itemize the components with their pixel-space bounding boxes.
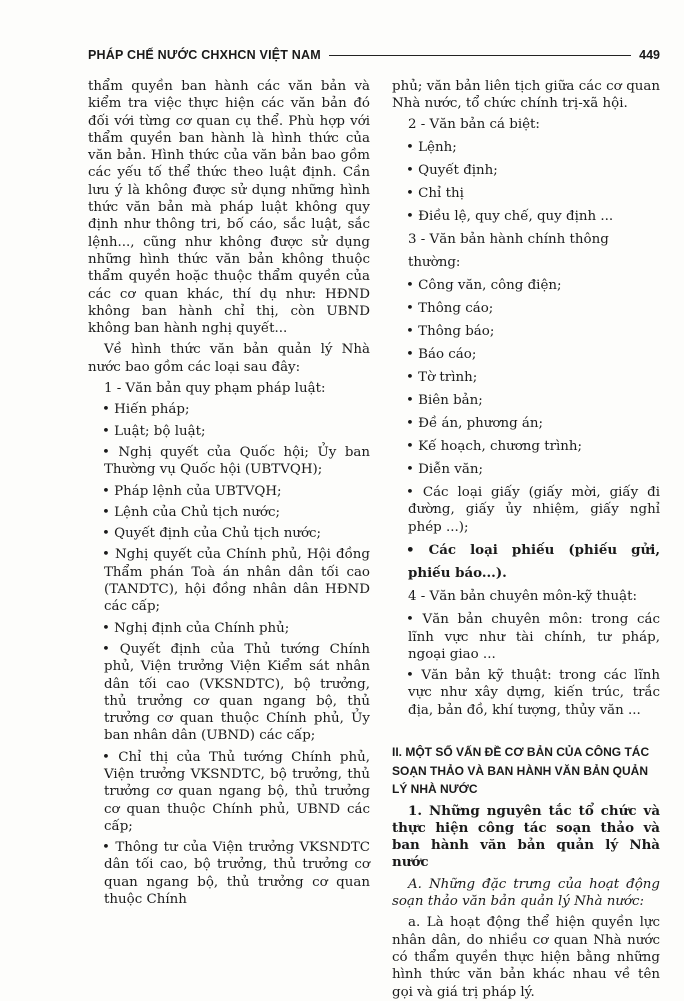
forms-intro: Về hình thức văn bản quản lý Nhà nước bao gồm các loại sau đây: [88, 342, 370, 375]
list-item: • Thông cáo; [392, 297, 660, 320]
list-item: • Điều lệ, quy chế, quy định ... [392, 205, 660, 228]
list-item: • Nghị định của Chính phủ; [88, 620, 370, 637]
list-item: • Chỉ thị [392, 182, 660, 205]
list-item: • Công văn, công điện; [392, 274, 660, 297]
list-item: • Tờ trình; [392, 366, 660, 389]
intro-paragraph: thẩm quyền ban hành các văn bản và kiểm tra việc thực hiện các văn bản đó đối với từng cơ quan cụ thể. Phù hợp với thẩm quyền ban hành là hình thức của văn bản. Hình thức của văn bản bao gồm các yếu tố thể thức theo luật định. Cần lưu ý là không được sử dụng những hình thức văn bản mà pháp luật không quy định như thông tri, bố cáo, sắc luật, sắc lệnh..., cũng như không được sử dụng những hình thức văn bản không thuộc thẩm quyền hoặc thuộc thẩm quyền của các cơ quan khác, thí dụ như: HĐND không ban hành chỉ thị, còn UBND không ban hành nghị quyết... [88, 79, 370, 337]
list-item: • Luật; bộ luật; [88, 423, 370, 440]
page-number: 449 [639, 48, 660, 62]
list-item: • Lệnh của Chủ tịch nước; [88, 504, 370, 521]
group2-title: 2 - Văn bản cá biệt: [408, 116, 540, 132]
list-item: • Lệnh; [392, 136, 660, 159]
list-item: • Thông báo; [392, 320, 660, 343]
running-header [88, 44, 660, 66]
list-item: • Pháp lệnh của UBTVQH; [88, 483, 370, 500]
group3-title: 3 - Văn bản hành chính thông thường: [408, 231, 609, 270]
list-item: • Chỉ thị của Thủ tướng Chính phủ, Viện trưởng VKSNDTC, bộ trưởng, thủ trưởng cơ quan ngang bộ, thủ trưởng cơ quan thuộc Chính phủ, UBND các cấp; [88, 749, 370, 835]
list-item: • Văn bản chuyên môn: trong các lĩnh vực như tài chính, tư pháp, ngoại giao ... [392, 611, 660, 664]
list-item: • Kế hoạch, chương trình; [392, 435, 660, 458]
list-item: • Quyết định của Chủ tịch nước; [88, 525, 370, 542]
list-item: • Báo cáo; [392, 343, 660, 366]
header-title: PHÁP CHẾ NƯỚC CHXHCN VIỆT NAM [88, 48, 321, 62]
list-item: • Biên bản; [392, 389, 660, 412]
right-column [392, 78, 660, 1001]
list-item: • Thông tư của Viện trưởng VKSNDTC dân tối cao, bộ trưởng, thủ trưởng cơ quan ngang bộ, thủ trưởng cơ quan thuộc Chính [88, 839, 370, 908]
group4-title: 4 - Văn bản chuyên môn-kỹ thuật: [408, 589, 637, 605]
list-item: • Văn bản kỹ thuật: trong các lĩnh vực như xây dựng, kiến trúc, trắc địa, bản đồ, khí tượng, thủy văn ... [392, 667, 660, 720]
section-heading: II. MỘT SỐ VẤN ĐỀ CƠ BẢN CỦA CÔNG TÁC SOẠN THẢO VÀ BAN HÀNH VĂN BẢN QUẢN LÝ NHÀ NƯỚC [392, 745, 650, 797]
list-item: • Quyết định của Thủ tướng Chính phủ, Viện trưởng Viện Kiểm sát nhân dân tối cao (VKSNDTC), bộ trưởng, thủ trưởng cơ quan ngang bộ, thủ trưởng cơ quan thuộc Chính phủ, Ủy ban nhân dân (UBND) các cấp; [88, 641, 370, 745]
point-a-text: a. Là hoạt động thể hiện quyền lực nhân dân, do nhiều cơ quan Nhà nước có thẩm quyền thực hiện bằng những hình thức văn bản khác nhau về tên gọi và giá trị pháp lý. [392, 915, 660, 1000]
point-a-title: A. Những đặc trưng của hoạt động soạn thảo văn bản quản lý Nhà nước: [392, 876, 660, 910]
header-rule [329, 55, 631, 56]
list-item: • Đề án, phương án; [392, 412, 660, 435]
list-item: • Nghị quyết của Quốc hội; Ủy ban Thường vụ Quốc hội (UBTVQH); [88, 444, 370, 479]
list-item: • Các loại giấy (giấy mời, giấy đi đường, giấy ủy nhiệm, giấy nghỉ phép ...); [392, 484, 660, 537]
left-column [88, 78, 370, 908]
list-item: • Diễn văn; [392, 458, 660, 481]
group1-title: 1 - Văn bản quy phạm pháp luật: [104, 381, 326, 397]
continuation-paragraph: phủ; văn bản liên tịch giữa các cơ quan Nhà nước, tổ chức chính trị-xã hội. [392, 79, 660, 112]
subsection-heading: 1. Những nguyên tắc tổ chức và thực hiện công tác soạn thảo và ban hành văn bản quản lý Nhà nước [392, 802, 660, 871]
list-item: • Hiến pháp; [88, 401, 370, 418]
list-item: • Nghị quyết của Chính phủ, Hội đồng Thẩm phán Toà án nhân dân tối cao (TANDTC), hội đồng nhân dân HĐND các cấp; [88, 546, 370, 615]
list-item: • Các loại phiếu (phiếu gửi, phiếu báo...). [392, 539, 660, 585]
list-item: • Quyết định; [392, 159, 660, 182]
document-type-list [392, 113, 660, 720]
